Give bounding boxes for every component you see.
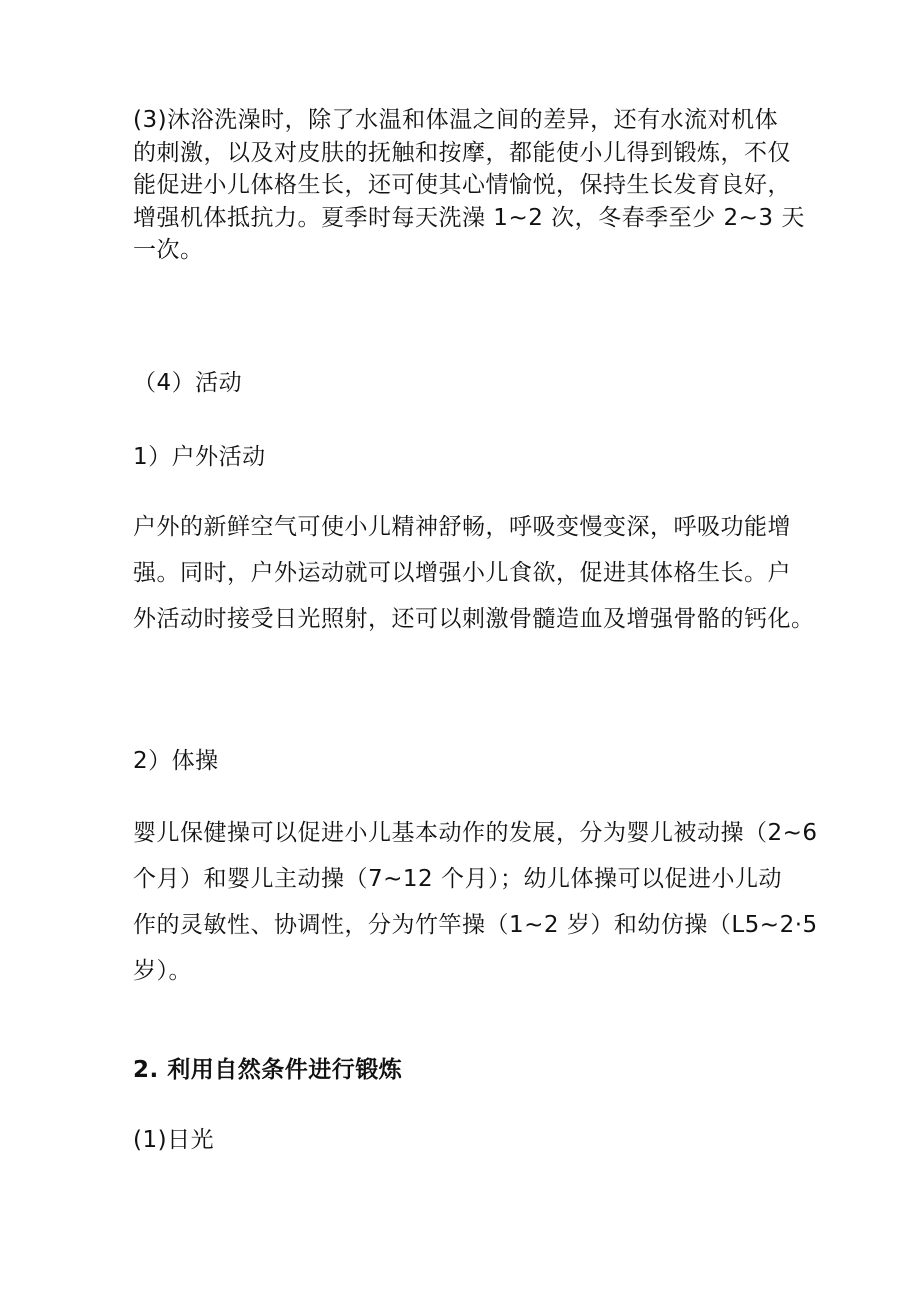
paragraph-line: 作的灵敏性、协调性，分为竹竿操（1~2 岁）和幼仿操（L5~2·5	[133, 912, 818, 938]
paragraph-line: 岁）。	[133, 958, 192, 984]
paragraph-line: 个月）和婴儿主动操（7~12 个月）；幼儿体操可以促进小儿动	[133, 866, 782, 892]
paragraph-outdoor-activity	[133, 504, 815, 642]
paragraph-line: 增强机体抵抗力。夏季时每天洗澡 1~2 次，冬春季至少 2~3 天	[133, 204, 805, 231]
heading-outdoor-activity: 1）户外活动	[133, 444, 266, 470]
paragraph-line: 户外的新鲜空气可使小儿精神舒畅，呼吸变慢变深，呼吸功能增	[133, 514, 791, 540]
paragraph-line: 一次。	[133, 237, 204, 263]
paragraph-line: 婴儿保健操可以促进小儿基本动作的发展，分为婴儿被动操（2~6	[133, 820, 818, 846]
heading-activity: （4）活动	[133, 370, 243, 396]
paragraph-gymnastics	[133, 810, 818, 994]
section-title-natural-conditions: 2. 利用自然条件进行锻炼	[133, 1057, 403, 1083]
heading-gymnastics: 2）体操	[133, 748, 219, 774]
paragraph-line: 外活动时接受日光照射，还可以刺激骨髓造血及增强骨骼的钙化。	[133, 606, 815, 632]
heading-sunlight: (1)日光	[133, 1127, 215, 1153]
paragraph-bathing	[133, 104, 805, 267]
paragraph-line: 强。同时，户外运动就可以增强小儿食欲，促进其体格生长。户	[133, 560, 791, 586]
paragraph-line: (3)沐浴洗澡时，除了水温和体温之间的差异，还有水流对机体	[133, 107, 779, 133]
paragraph-line: 的刺激，以及对皮肤的抚触和按摩，都能使小儿得到锻炼，不仅	[133, 139, 791, 166]
paragraph-line: 能促进小儿体格生长，还可使其心情愉悦，保持生长发育良好，	[133, 172, 791, 198]
